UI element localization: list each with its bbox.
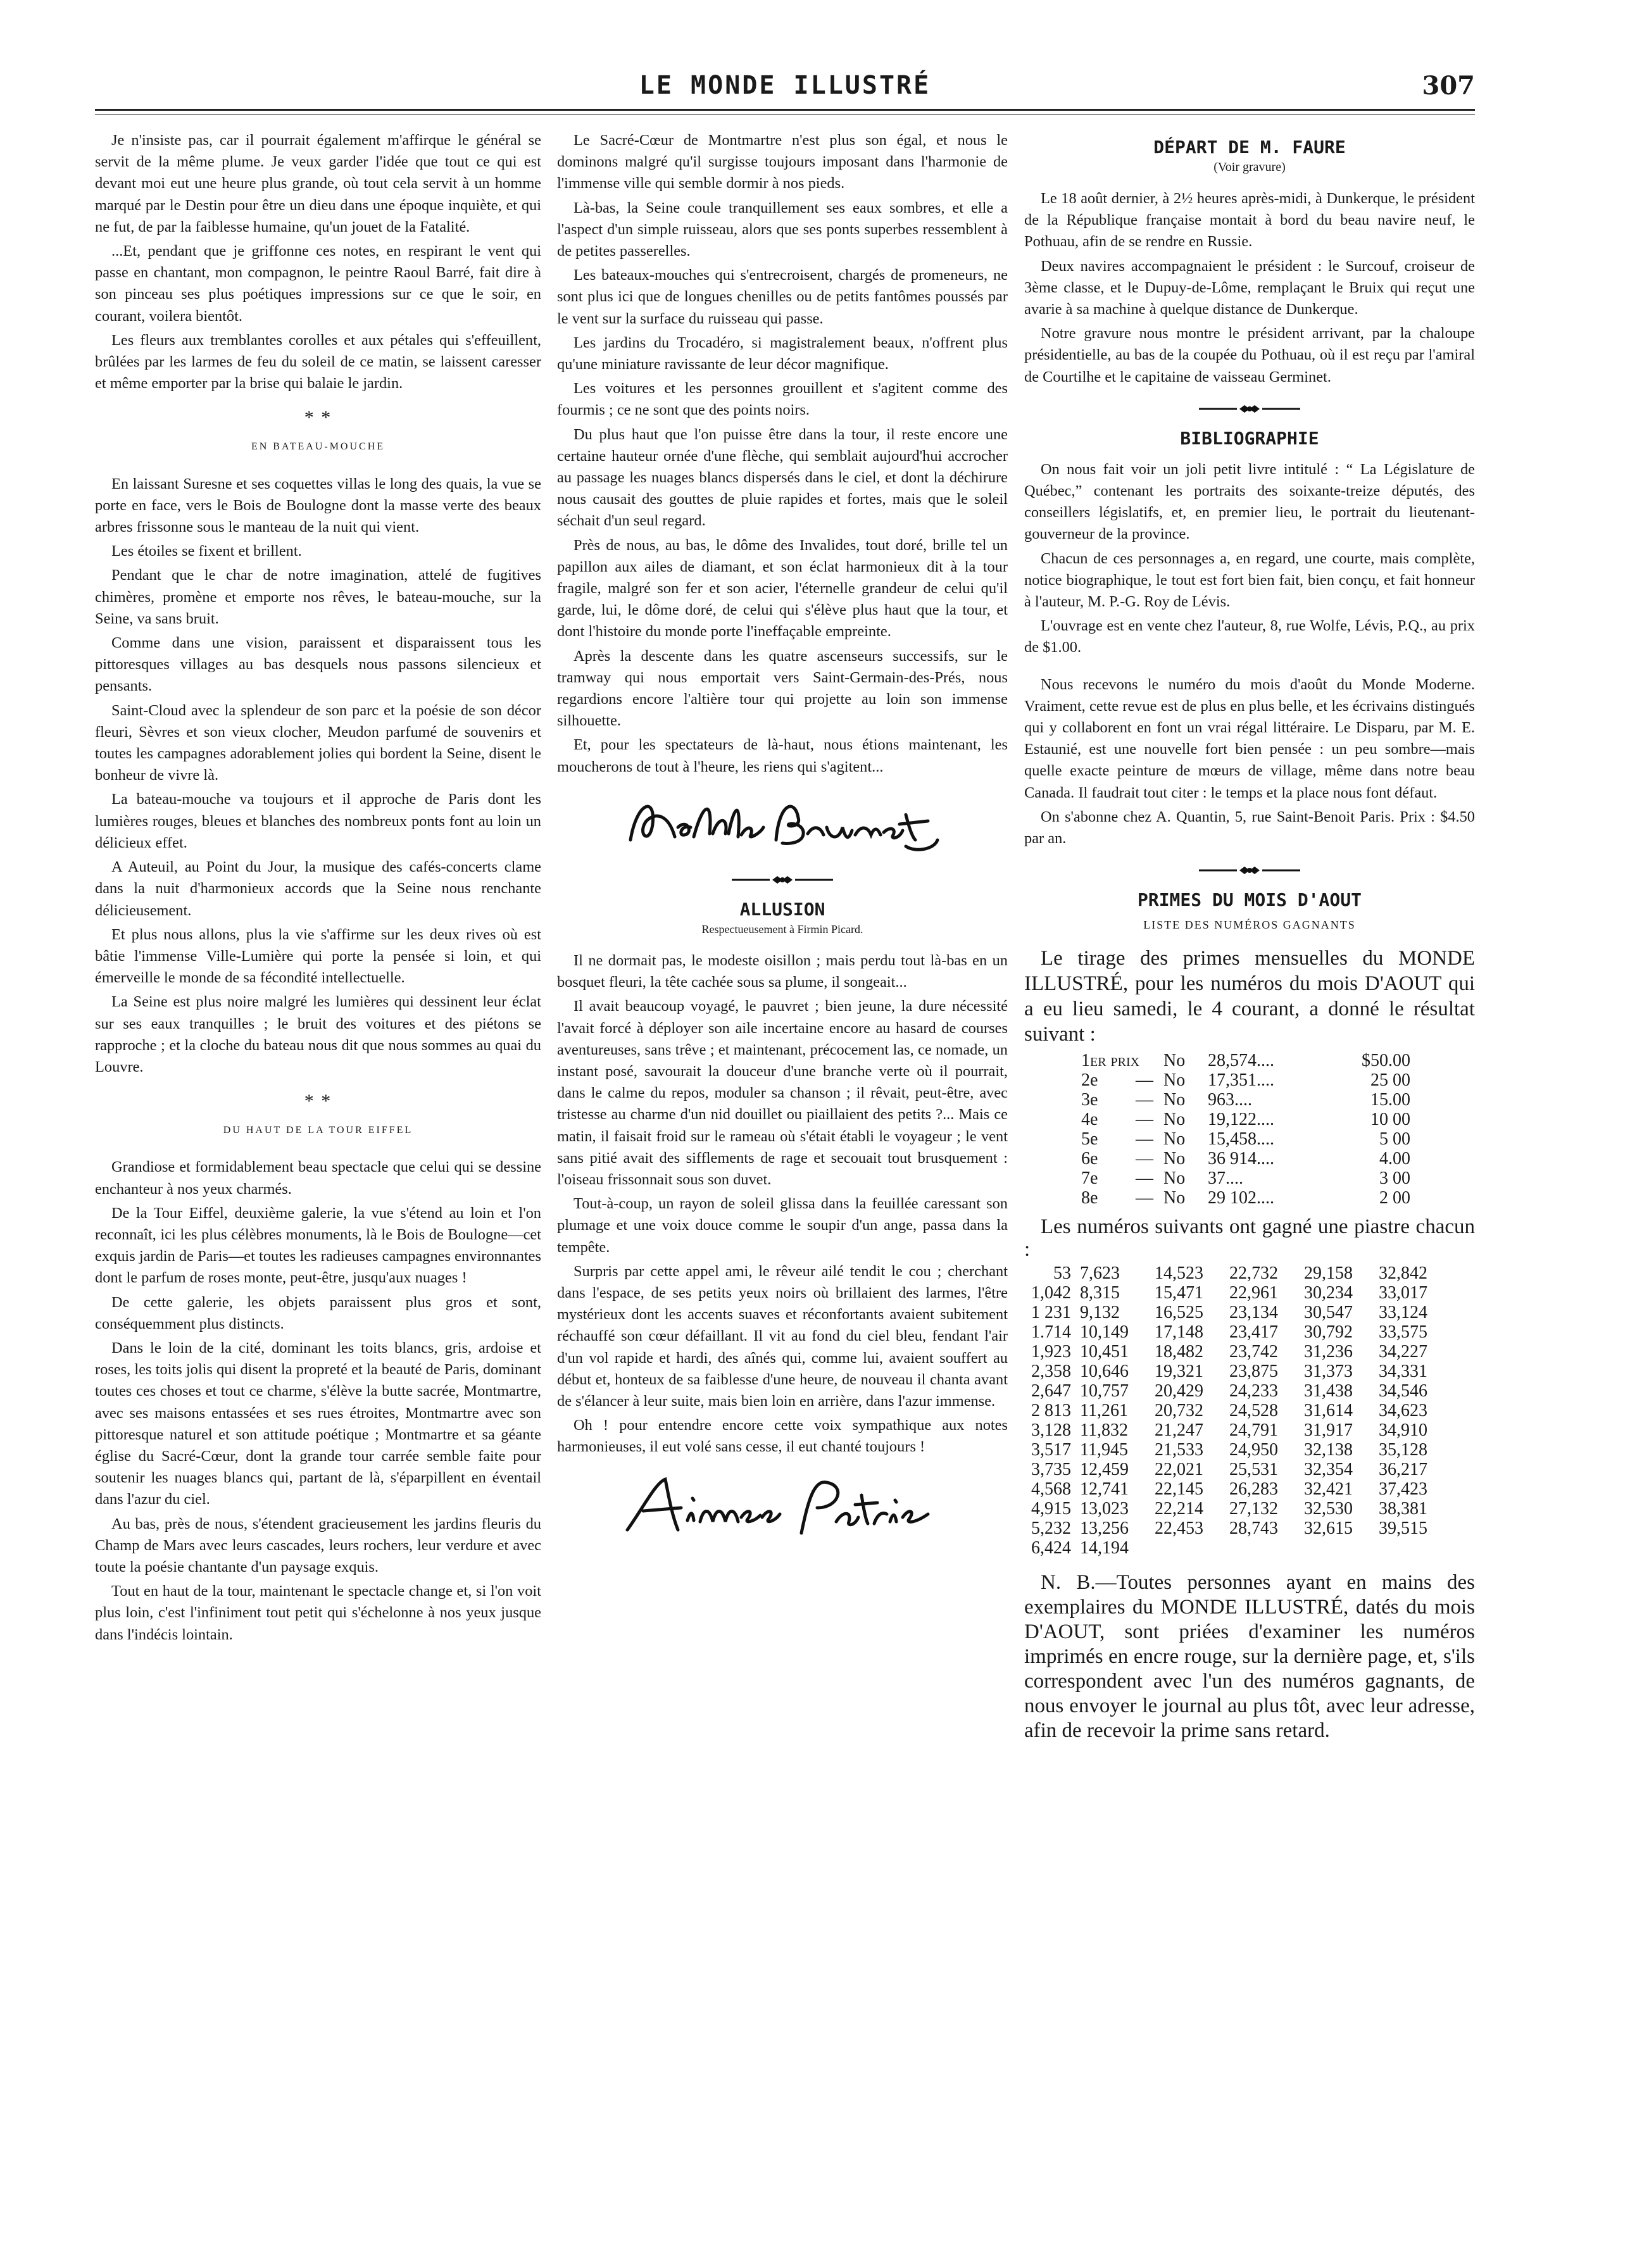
prize-no-label: No [1163, 1090, 1186, 1110]
winning-number: 22,961 [1229, 1283, 1278, 1303]
paragraph: Tout-à-coup, un rayon de soleil glissa dans la feuillée caressant son plumage et une voix douce comme le soupir d'un ange, passa dans la tempête. [557, 1195, 1008, 1256]
winning-number: 10,646 [1080, 1362, 1129, 1382]
winning-number: 8,315 [1080, 1283, 1120, 1303]
paragraph: Notre gravure nous montre le président arrivant, par la chaloupe présidentielle, au bas de la coupée du Pothuau, où il est reçu par l'amiral de Courtilhe et le capitaine de vaisseau Germinet. [1024, 325, 1475, 385]
winning-number: 38,381 [1379, 1499, 1427, 1519]
winners-row [1024, 1283, 1475, 1303]
prize-number: 963.... [1208, 1090, 1252, 1110]
paragraph: Le 18 août dernier, à 2½ heures après-midi, à Dunkerque, le président de la République française montait à bord du beau navire neuf, le Pothuau, afin de se rendre en Russie. [1024, 190, 1475, 251]
prize-rank: 2e [1081, 1070, 1098, 1091]
winning-number: 28,743 [1229, 1519, 1278, 1539]
prize-no-label: No [1163, 1168, 1186, 1189]
winning-number: 11,945 [1080, 1440, 1128, 1460]
paragraph: En laissant Suresne et ses coquettes villas le long des quais, la vue se porte en face, vers le Bois de Boulogne dont la masse verte des beaux arbres frissonne sous le manteau de la nuit qui vient. [95, 475, 541, 536]
ornament-icon [1199, 403, 1300, 415]
prize-row [1081, 1110, 1475, 1129]
winning-number: 33,575 [1379, 1322, 1427, 1343]
winning-number: 34,227 [1379, 1342, 1427, 1362]
section-ornament [1024, 861, 1475, 880]
allusion-title: ALLUSION [739, 898, 825, 920]
winning-number: 13,023 [1080, 1499, 1129, 1519]
winners-row [1024, 1322, 1475, 1342]
winning-number: 32,842 [1379, 1263, 1427, 1284]
winning-number: 23,134 [1229, 1303, 1278, 1323]
paragraph: Tout en haut de la tour, maintenant le spectacle change et, si l'on voit plus loin, c'est l'infiniment tout petit qui s'échelonne à nos yeux jusque dans l'indécis lointain. [95, 1582, 541, 1643]
winning-number [1379, 1538, 1453, 1558]
winning-number: 19,321 [1155, 1362, 1203, 1382]
paragraph: A Auteuil, au Point du Jour, la musique des cafés-concerts clame dans la nuit d'harmonieux accords que la Seine nous renchante délicieusement. [95, 858, 541, 919]
winning-number: 1 231 [1031, 1303, 1071, 1323]
prize-dash: — [1136, 1149, 1153, 1169]
winners-row [1024, 1381, 1475, 1401]
winning-number: 5,232 [1031, 1519, 1071, 1539]
winning-number: 12,459 [1080, 1460, 1129, 1480]
prize-row [1081, 1149, 1475, 1168]
winning-number: 20,429 [1155, 1381, 1203, 1401]
winning-number: 22,145 [1155, 1479, 1203, 1500]
signature-aimee-patrie [557, 1470, 1008, 1546]
prize-list [1081, 1051, 1475, 1208]
winners-row [1024, 1538, 1475, 1558]
prize-amount: 2 00 [1379, 1188, 1410, 1208]
paragraph: Surpris par cette appel ami, le rêveur ailé tendit le cou ; cherchant dans l'espace, de ses petits yeux noirs où brillaient des larmes, l'être mystérieux dont les accents suaves et réconfortants avaient subitement réchauffé son cœur défaillant. Il vit au fond du ciel bleu, fendant l'air d'un vol rapide et hardi, des aînés qui, comme lui, avaient souffert au début et, honteux de sa faiblesse d'une heure, de nouveau il chanta avant de s'élancer à leur suite, mais bien loin en arrière, dans l'azur immense. [557, 1262, 1008, 1410]
prize-dash: — [1136, 1110, 1153, 1130]
page-number: 307 [1422, 71, 1475, 101]
paragraph: De la Tour Eiffel, deuxième galerie, la vue s'étend au loin et l'on reconnaît, ici les plus célèbres monuments, là le Bois de Boulogne—cet exquis jardin de Paris—et toutes les radieuses campagnes environnantes dont le parfum de roses monte, peut-être, jusqu'aux nuages ! [95, 1204, 541, 1287]
header-rule-thin [95, 114, 1475, 115]
prize-row [1081, 1129, 1475, 1149]
masthead [95, 71, 1475, 109]
prize-rank: 8e [1081, 1188, 1098, 1208]
section-stars: * * [304, 407, 332, 429]
header-rule [95, 109, 1475, 111]
winning-number: 14,194 [1080, 1538, 1129, 1558]
winning-number: 21,533 [1155, 1440, 1203, 1460]
paragraph: On s'abonne chez A. Quantin, 5, rue Saint-Benoit Paris. Prix : $4.50 par an. [1024, 808, 1475, 848]
prize-amount: 4.00 [1379, 1149, 1410, 1169]
winning-number: 23,417 [1229, 1322, 1278, 1343]
column-2 [557, 130, 1008, 1555]
winning-number: 34,331 [1379, 1362, 1427, 1382]
ornament-icon [1199, 864, 1300, 877]
winning-number: 32,615 [1304, 1519, 1353, 1539]
prize-rank: 6e [1081, 1149, 1098, 1169]
paragraph: Au bas, près de nous, s'étendent gracieusement les jardins fleuris du Champ de Mars avec leurs cascades, leurs rochers, leur verdure et avec toute la poésie chantante d'un paysage exquis. [95, 1515, 541, 1576]
prize-no-label: No [1163, 1070, 1186, 1091]
paragraph: La Seine est plus noire malgré les lumières qui dessinent leur éclat sur ses eaux tranquilles ; le bruit des voitures et des piétons se rapproche ; et la cloche du bateau nous dit que nous sommes au quai du Louvre. [95, 993, 541, 1075]
paragraph: Les fleurs aux tremblantes corolles et aux pétales qui s'effeuillent, brûlées par les larmes de feu du soleil de ce matin, se laissent caresser et même emporter par la brise qui balaie le jardin. [95, 331, 541, 392]
paragraph: Chacun de ces personnages a, en regard, une courte, mais complète, notice biographique, le tout est fort bien fait, bien conçu, et fait honneur à l'auteur, M. P.-G. Roy de Lévis. [1024, 549, 1475, 611]
winners-row [1024, 1519, 1475, 1538]
paragraph: Du plus haut que l'on puisse être dans la tour, il reste encore une certaine hauteur ornée d'une flèche, qui semblait aujourd'hui accrocher au passage les nuages blancs dispersés dans le ciel, et dont la déchirure nous causait des gouttes de pluie rapides et fortes, mais que le soleil séchait d'un seul regard. [557, 425, 1008, 530]
winning-number [1155, 1538, 1229, 1558]
winning-number: 33,124 [1379, 1303, 1427, 1323]
winning-number: 32,138 [1304, 1440, 1353, 1460]
winning-number: 17,148 [1155, 1322, 1203, 1343]
winning-number: 21,247 [1155, 1420, 1203, 1441]
winning-number: 34,546 [1379, 1381, 1427, 1401]
winners-row [1024, 1303, 1475, 1322]
winning-number: 53 [1053, 1263, 1071, 1284]
winning-number: 11,832 [1080, 1420, 1128, 1441]
prize-amount: 25 00 [1370, 1070, 1410, 1091]
paragraph: Dans le loin de la cité, dominant les toits blancs, gris, ardoise et roses, les toits jolis qui disent la propreté et la beauté de Paris, dominant toutes ces choses et tout ce charme, s'élève la butte sacrée, Montmartre, avec ses maisons entassées et ses rues étroites, Montmartre avec son pittoresque naturel et son attitude poétique ; Montmartre et sa géante église du Sacré-Cœur, dont la grande tour carrée semble faite pour soutenir les nuages blancs qui, partant de là, s'éparpillent en éventail dans l'azur du ciel. [95, 1339, 541, 1508]
winning-number: 3,128 [1031, 1420, 1071, 1441]
winners-row [1024, 1479, 1475, 1499]
winning-number: 30,234 [1304, 1283, 1353, 1303]
winning-number: 10,149 [1080, 1322, 1129, 1343]
paragraph: Les étoiles se fixent et brillent. [111, 542, 302, 560]
paragraph: Oh ! pour entendre encore cette voix sympathique aux notes harmonieuses, il eut volé sans cesse, il eut chanté toujours ! [557, 1417, 1008, 1456]
prize-row [1081, 1090, 1475, 1110]
prize-amount: 15.00 [1370, 1090, 1410, 1110]
prize-rank: 1er prix [1081, 1051, 1140, 1071]
prize-number: 36 914.... [1208, 1149, 1274, 1169]
winning-number: 24,791 [1229, 1420, 1278, 1441]
nota-bene: N. B.—Toutes personnes ayant en mains des exemplaires du MONDE ILLUSTRÉ, datés du mois D'AOUT, sont priées d'examiner les numéros imprimés en encre rouge, sur la dernière page, et, s'ils correspondent avec l'un des numéros gagnants, de nous envoyer le journal au plus tôt, avec leur adresse, afin de recevoir la prime sans retard. [1024, 1571, 1475, 1743]
prize-no-label: No [1163, 1149, 1186, 1169]
winning-number: 26,283 [1229, 1479, 1278, 1500]
winning-number: 34,623 [1379, 1401, 1427, 1421]
signature-image [618, 1470, 947, 1546]
winning-number: 36,217 [1379, 1460, 1427, 1480]
winning-number: 35,128 [1379, 1440, 1427, 1460]
paragraph: Nous recevons le numéro du mois d'août du Monde Moderne. Vraiment, cette revue est de plus en plus belle, et les écrivains distingués qui y collaborent en font un vrai régal littéraire. Le Disparu, par M. E. Estaunié, est une nouvelle fort bien pensée : un peu sombre—mais quelle exacte peinture de mœurs de village, même dans notre beau Canada. Il faudrait tout citer : le temps et la place nous font défaut. [1024, 675, 1475, 801]
paragraph: Le Sacré-Cœur de Montmartre n'est plus son égal, et nous le dominons malgré qu'il surgisse toujours imposant dans l'harmonie de l'immense ville qui semble dormir à nos pieds. [557, 132, 1008, 192]
ornament-icon [732, 874, 833, 886]
winning-number: 3,517 [1031, 1440, 1071, 1460]
paragraph: Les jardins du Trocadéro, si magistralement beaux, n'offrent plus qu'une miniature ravissante de leur décor magnifique. [557, 334, 1008, 373]
winning-number: 31,614 [1304, 1401, 1353, 1421]
winning-number: 29,158 [1304, 1263, 1353, 1284]
winning-number: 15,471 [1155, 1283, 1203, 1303]
winning-number: 10,451 [1080, 1342, 1129, 1362]
section-stars: * * [304, 1091, 332, 1112]
winners-row [1024, 1420, 1475, 1440]
signature-rodolphe-brunet [557, 789, 1008, 859]
winners-row [1024, 1401, 1475, 1420]
paragraph: L'ouvrage est en vente chez l'auteur, 8, rue Wolfe, Lévis, P.Q., au prix de $1.00. [1024, 617, 1475, 656]
primes-title: PRIMES DU MOIS D'AOUT [1137, 889, 1362, 911]
prize-dash: — [1136, 1188, 1153, 1208]
prize-amount: 5 00 [1379, 1129, 1410, 1150]
winning-number: 6,424 [1031, 1538, 1071, 1558]
winners-row [1024, 1499, 1475, 1519]
winning-numbers-grid [1024, 1263, 1475, 1558]
prize-dash: — [1136, 1070, 1153, 1091]
bibliographie-title: BIBLIOGRAPHIE [1180, 427, 1319, 449]
prize-row [1081, 1070, 1475, 1090]
winning-number: 30,792 [1304, 1322, 1353, 1343]
winning-number: 31,236 [1304, 1342, 1353, 1362]
winning-number: 22,732 [1229, 1263, 1278, 1284]
winners-row [1024, 1362, 1475, 1381]
prize-row [1081, 1188, 1475, 1208]
winning-number: 14,523 [1155, 1263, 1203, 1284]
prize-rank: 3e [1081, 1090, 1098, 1110]
winning-number: 32,530 [1304, 1499, 1353, 1519]
prize-number: 19,122.... [1208, 1110, 1274, 1130]
winning-number: 32,421 [1304, 1479, 1353, 1500]
signature-image [618, 789, 947, 859]
paragraph: Les voitures et les personnes grouillent et s'agitent comme des fourmis ; ce ne sont que des points noirs. [557, 380, 1008, 419]
winning-number: 23,875 [1229, 1362, 1278, 1382]
winning-number: 30,547 [1304, 1303, 1353, 1323]
faure-title: DÉPART DE M. FAURE [1153, 137, 1346, 158]
prize-no-label: No [1163, 1129, 1186, 1150]
winning-number: 12,741 [1080, 1479, 1129, 1500]
paragraph: Deux navires accompagnaient le président : le Surcouf, croiseur de 3ème classe, et le Dupuy-de-Lôme, remplaçant le Bruix qui reçut une avarie à sa machine à quelque distance de Dunkerque. [1024, 257, 1475, 318]
paragraph: Et plus nous allons, plus la vie s'affirme sur les deux rives où est bâtie l'immense Ville-Lumière qui porte la pensée si loin, et qui émerveille le monde de sa fécondité intellectuelle. [95, 925, 541, 987]
winning-number: 3,735 [1031, 1460, 1071, 1480]
winning-number: 1.714 [1031, 1322, 1071, 1343]
winners-intro: Les numéros suivants ont gagné une piastre chacun : [1024, 1215, 1475, 1262]
section-ornament [557, 870, 1008, 889]
prize-number: 17,351.... [1208, 1070, 1274, 1091]
winners-row [1024, 1342, 1475, 1362]
prize-amount: $50.00 [1362, 1051, 1410, 1071]
winning-number: 22,214 [1155, 1499, 1203, 1519]
paragraph: La bateau-mouche va toujours et il approche de Paris dont les lumières rouges, bleues et blanches des nombreux ponts font au loin un délicieux effet. [95, 791, 541, 851]
winning-number: 31,438 [1304, 1381, 1353, 1401]
winning-number: 33,017 [1379, 1283, 1427, 1303]
winning-number: 4,568 [1031, 1479, 1071, 1500]
prize-number: 28,574.... [1208, 1051, 1274, 1071]
paragraph: Après la descente dans les quatre ascenseurs successifs, sur le tramway qui nous emportait vers Saint-Germain-des-Prés, nous regardions encore l'altière tour qui projette au loin son immense silhouette. [557, 647, 1008, 730]
primes-intro: Le tirage des primes mensuelles du MONDE ILLUSTRÉ, pour les numéros du mois D'AOUT qui a eu lieu samedi, le 4 courant, a donné le résultat suivant : [1024, 947, 1475, 1046]
prize-row [1081, 1168, 1475, 1188]
winning-number: 16,525 [1155, 1303, 1203, 1323]
prize-no-label: No [1163, 1051, 1186, 1071]
winning-number: 18,482 [1155, 1342, 1203, 1362]
section-subhead: EN BATEAU-MOUCHE [251, 441, 386, 453]
winning-number: 25,531 [1229, 1460, 1278, 1480]
winning-number: 39,515 [1379, 1519, 1427, 1539]
paragraph: Comme dans une vision, paraissent et disparaissent tous les pittoresques villages au bas desquels nous passons silencieux et pensants. [95, 634, 541, 695]
paragraph: Grandiose et formidablement beau spectacle que celui qui se dessine enchanteur à nos yeux charmés. [95, 1158, 541, 1198]
winning-number: 24,233 [1229, 1381, 1278, 1401]
faure-subtitle: (Voir gravure) [1213, 160, 1286, 174]
winning-number: 2,358 [1031, 1362, 1071, 1382]
paragraph: Saint-Cloud avec la splendeur de son parc et la poésie de son décor fleuri, Sèvres et son vieux clocher, Meudon parfumé de souvenirs et toutes les campagnes adorablement jolies qui bordent la Seine, disent le bonheur de vivre là. [95, 701, 541, 784]
section-subhead: DU HAUT DE LA TOUR EIFFEL [223, 1125, 413, 1136]
prize-number: 37.... [1208, 1168, 1243, 1189]
winning-number: 1,923 [1031, 1342, 1071, 1362]
prize-amount: 10 00 [1370, 1110, 1410, 1130]
winning-number: 32,354 [1304, 1460, 1353, 1480]
paragraph: Là-bas, la Seine coule tranquillement ses eaux sombres, et elle a l'aspect d'un simple ruisseau, alors que ses ponts superbes ressemblent à de petites passerelles. [557, 199, 1008, 260]
winning-number: 22,453 [1155, 1519, 1203, 1539]
winners-row [1024, 1263, 1475, 1283]
publication-title: LE MONDE ILLUSTRÉ [639, 71, 931, 100]
winning-number [1304, 1538, 1379, 1558]
winning-number: 20,732 [1155, 1401, 1203, 1421]
paragraph: ...Et, pendant que je griffonne ces notes, en respirant le vent qui passe en chantant, mon compagnon, le peintre Raoul Barré, fait dire à son pinceau ses plus poétiques impressions sur ce que le soir, en courant, voilera bientôt. [95, 242, 541, 325]
winning-number: 7,623 [1080, 1263, 1120, 1284]
winning-number: 10,757 [1080, 1381, 1129, 1401]
prize-row [1081, 1051, 1475, 1070]
winning-number: 37,423 [1379, 1479, 1427, 1500]
paragraph: Je n'insiste pas, car il pourrait également m'affirque le général se servit de la même plume. Je veux garder l'idée que tout ce qui est devant moi eut une heure plus grande, où tout cela servit à un homme marqué par le Destin pour être un dieu dans une époque inquiète, et qui ne fut, de par la faiblesse humaine, qu'un jouet de la Fatalité. [95, 132, 541, 235]
paragraph: Près de nous, au bas, le dôme des Invalides, tout doré, brille tel un papillon aux ailes de diamant, et son éclat harmonieux dit à la tour fragile, malgré son fer et son acier, l'éternelle grandeur de celui qu'il garde, lui, le dôme doré, de celui qui s'élève plus haut que la tour, et dont l'histoire du monde porte l'ineffaçable empreinte. [557, 536, 1008, 641]
winners-row [1024, 1460, 1475, 1479]
winning-number: 24,950 [1229, 1440, 1278, 1460]
prize-number: 15,458.... [1208, 1129, 1274, 1150]
winning-number: 23,742 [1229, 1342, 1278, 1362]
winning-number: 22,021 [1155, 1460, 1203, 1480]
prize-dash [1157, 1051, 1163, 1070]
winning-number: 2 813 [1031, 1401, 1071, 1421]
paragraph: Pendant que le char de notre imagination, attelé de fugitives chimères, promène et emporte nos rêves, le bateau-mouche, sur la Seine, va sans bruit. [95, 567, 541, 627]
winning-number [1229, 1538, 1304, 1558]
section-ornament [1024, 399, 1475, 418]
prize-amount: 3 00 [1379, 1168, 1410, 1189]
prize-rank: 4e [1081, 1110, 1098, 1130]
winning-number: 27,132 [1229, 1499, 1278, 1519]
winning-number: 4,915 [1031, 1499, 1071, 1519]
prize-rank: 5e [1081, 1129, 1098, 1150]
prize-dash: — [1136, 1129, 1153, 1150]
column-3 [1024, 130, 1475, 1746]
prize-no-label: No [1163, 1188, 1186, 1208]
prize-rank: 7e [1081, 1168, 1098, 1189]
column-1 [95, 130, 541, 1648]
paragraph: On nous fait voir un joli petit livre intitulé : “ La Législature de Québec,” contenant les portraits des soixante-treize députés, des conseillers législatifs, et, en premier lieu, le portrait du lieutenant-gouverneur de la province. [1024, 460, 1475, 543]
prize-dash: — [1136, 1168, 1153, 1189]
prize-number: 29 102.... [1208, 1188, 1274, 1208]
winning-number: 31,373 [1304, 1362, 1353, 1382]
winners-row [1024, 1440, 1475, 1460]
primes-subtitle: LISTE DES NUMÉROS GAGNANTS [1143, 918, 1356, 932]
paragraph: Il avait beaucoup voyagé, le pauvret ; bien jeune, la dure nécessité l'avait forcé à déployer son aile incertaine encore au hasard de courses aventureuses, sans trêve ; et maintenant, précocement las, ce nomade, un instant posé, savourait la douceur d'une branche verte où il pourrait, dans le calme du repos, moduler sa chanson ; il rêvait, peut-être, avec tristesse au charme d'un nid douillet ou piaillaient des petits ?... Mais ce matin, il faisait froid sur le rameau où s'était établi le voyageur ; le vent sans pitié avait des sifflements de rage et secouait tout brusquement : l'oiseau frissonnait sous son duvet. [557, 998, 1008, 1188]
winning-number: 1,042 [1031, 1283, 1071, 1303]
paragraph: Les bateaux-mouches qui s'entrecroisent, chargés de promeneurs, ne sont plus ici que de longues chenilles ou de petits fantômes poussés par le vent sur la surface du ruisseau qui passe. [557, 266, 1008, 327]
winning-number: 31,917 [1304, 1420, 1353, 1441]
paragraph: Et, pour les spectateurs de là-haut, nous étions maintenant, les moucherons de tout à l'heure, les riens qui s'agitent... [557, 736, 1008, 775]
winning-number: 24,528 [1229, 1401, 1278, 1421]
prize-dash: — [1136, 1090, 1153, 1110]
paragraph: Il ne dormait pas, le modeste oisillon ; mais perdu tout là-bas en un bosquet fleuri, la tête cachée sous sa plume, il songeait... [557, 951, 1008, 991]
winning-number: 2,647 [1031, 1381, 1071, 1401]
winning-number: 11,261 [1080, 1401, 1128, 1421]
allusion-dedication: Respectueusement à Firmin Picard. [701, 922, 863, 936]
paragraph: De cette galerie, les objets paraissent plus gros et sont, conséquemment plus distincts. [95, 1293, 541, 1332]
prize-no-label: No [1163, 1110, 1186, 1130]
winning-number: 34,910 [1379, 1420, 1427, 1441]
winning-number: 9,132 [1080, 1303, 1120, 1323]
winning-number: 13,256 [1080, 1519, 1129, 1539]
